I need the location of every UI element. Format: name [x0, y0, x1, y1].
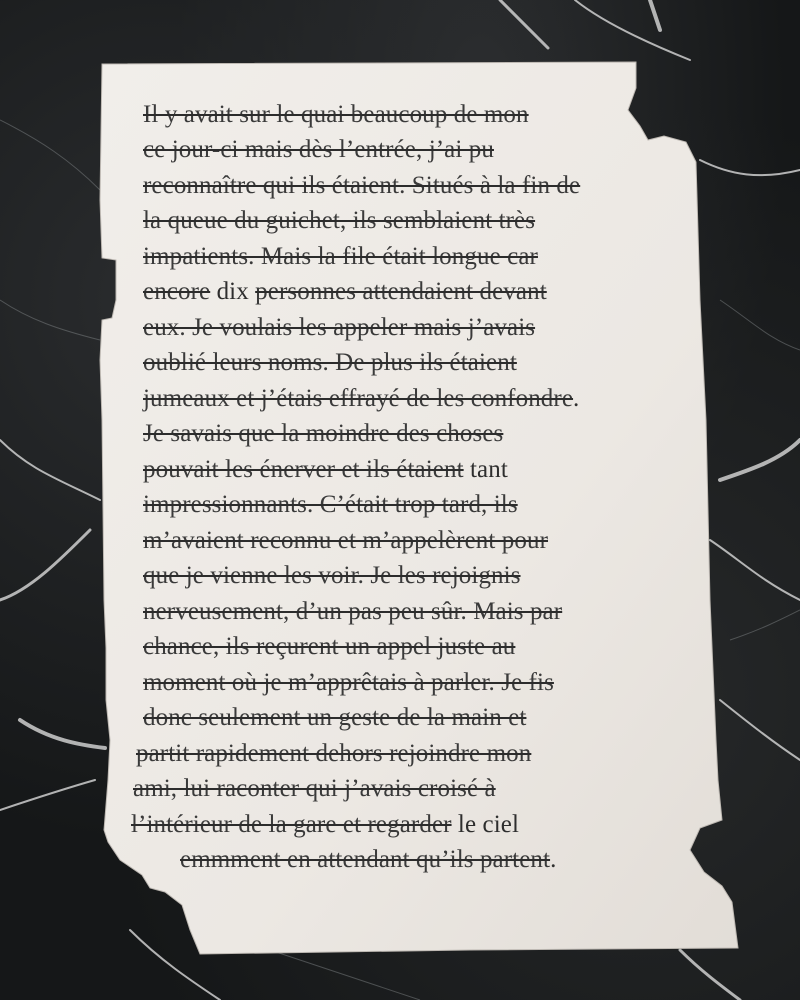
unstruck-segment: . — [573, 385, 580, 412]
text-line — [136, 739, 531, 769]
struck-segment: jumeaux et j’étais effrayé de les confondre — [143, 385, 574, 412]
text-line — [143, 668, 554, 698]
struck-segment: partit rapidement dehors rejoindre mon — [136, 740, 532, 767]
struck-segment: pouvait les énerver et ils étaient — [143, 456, 464, 483]
text-line — [131, 810, 519, 840]
unstruck-segment: . — [550, 846, 557, 873]
struck-segment: la queue du guichet, ils semblaient très — [143, 207, 536, 234]
struck-segment: encore — [143, 278, 211, 305]
struck-segment: Il y avait sur le quai beaucoup de mon — [143, 101, 529, 128]
struck-segment: reconnaître qui ils étaient. Situés à la fin de — [143, 172, 581, 199]
text-line — [180, 845, 556, 875]
unstruck-segment: le ciel — [451, 811, 520, 838]
text-line — [143, 100, 529, 130]
struck-segment: chance, ils reçurent un appel juste au — [143, 633, 516, 660]
text-line — [143, 384, 579, 414]
text-line — [143, 703, 526, 733]
text-line — [143, 490, 518, 520]
text-line — [143, 632, 515, 662]
struck-segment: eux. Je voulais les appeler mais j’avais — [143, 314, 536, 341]
text-line — [143, 277, 547, 307]
struck-segment: nerveusement, d’un pas peu sûr. Mais par — [143, 598, 563, 625]
struck-segment: impatients. Mais la file était longue car — [143, 243, 538, 270]
struck-segment: ami, lui raconter qui j’avais croisé à — [133, 775, 496, 802]
struck-segment: m’avaient reconnu et m’appelèrent pour — [143, 527, 549, 554]
struck-segment: Je savais que la moindre des choses — [143, 420, 504, 447]
text-line — [143, 419, 503, 449]
struck-segment: oublié leurs noms. De plus ils étaient — [143, 349, 517, 376]
text-line — [143, 348, 517, 378]
text-line — [143, 597, 562, 627]
struck-segment: ce jour-ci mais dès l’entrée, j’ai pu — [143, 136, 494, 163]
struck-segment: personnes attendaient devant — [255, 278, 547, 305]
text-line — [143, 135, 494, 165]
struck-segment: moment où je m’apprêtais à parler. Je fis — [143, 669, 554, 696]
text-line — [143, 561, 521, 591]
text-line — [143, 526, 548, 556]
text-line — [143, 171, 580, 201]
struck-segment: l’intérieur de la gare et regarder — [131, 811, 452, 838]
unstruck-segment: tant — [463, 456, 508, 483]
text-line — [143, 206, 535, 236]
struck-segment: impressionnants. C’était trop tard, ils — [143, 491, 518, 518]
text-line — [133, 774, 496, 804]
text-line — [143, 313, 535, 343]
struck-segment: donc seulement un geste de la main et — [143, 704, 527, 731]
text-line — [143, 455, 508, 485]
struck-segment: emmment en attendant qu’ils partent — [180, 846, 551, 873]
text-line — [143, 242, 538, 272]
struck-segment: que je vienne les voir. Je les rejoignis — [143, 562, 521, 589]
unstruck-segment: dix — [210, 278, 256, 305]
